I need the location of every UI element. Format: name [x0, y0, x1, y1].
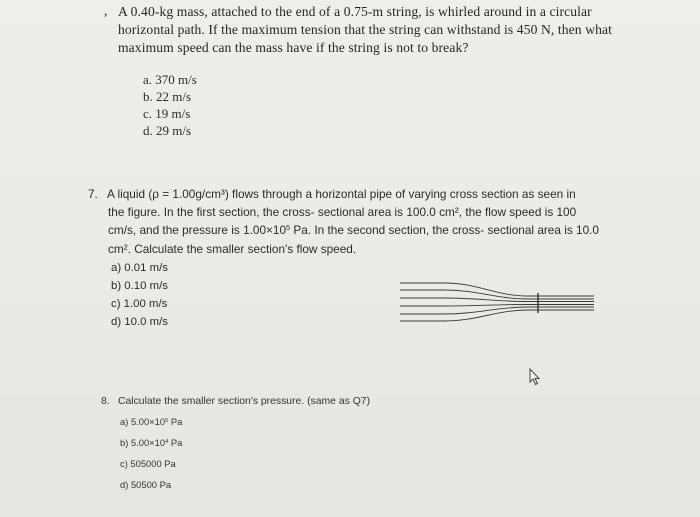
q6-option-c: c. 19 m/s: [143, 106, 191, 121]
mouse-pointer-icon: [528, 368, 542, 386]
q8-option-d: d) 50500 Pa: [120, 479, 172, 490]
q6-line-1: A 0.40-kg mass, attached to the end of a 0.75-m string, is whirled around in a circular: [118, 4, 592, 19]
q6-line-3: maximum speed can the mass have if the string is not to break?: [118, 40, 469, 55]
q7-option-b: b) 0.10 m/s: [111, 280, 168, 292]
q6-option-a: a. 370 m/s: [143, 72, 197, 87]
q7-line-1: A liquid (ρ = 1.00g/cm³) flows through a horizontal pipe of varying cross section as seen in: [107, 187, 576, 201]
q6-option-d: d. 29 m/s: [143, 123, 192, 138]
q6-bullet: ,: [104, 3, 108, 18]
q7-option-a: a) 0.01 m/s: [111, 262, 168, 274]
q8-number: 8.: [101, 396, 110, 407]
q7-line-2: the figure. In the first section, the cross- sectional area is 100.0 cm², the flow speed is 100: [108, 205, 577, 219]
q8-option-c: c) 505000 Pa: [120, 458, 176, 469]
q7-option-d: d) 10.0 m/s: [111, 316, 168, 328]
q8-option-b: b) $5.00\times 10^4$ Pa: [120, 437, 183, 448]
q7-line-4: cm². Calculate the smaller section's flow speed.: [108, 242, 357, 256]
q7-option-c: c) 1.00 m/s: [111, 298, 168, 310]
q7-line-3: cm/s, and the pressure is $1.00\times 10^5$ Pa. In the second section, the cross- sectional area is 10.0: [108, 222, 599, 237]
pipe-flow-diagram-icon: [400, 282, 594, 322]
q6-option-b: b. 22 m/s: [143, 89, 192, 104]
q6-line-2: horizontal path. If the maximum tension that the string can withstand is 450 N, then what: [118, 22, 613, 37]
q8-text: Calculate the smaller section's pressure. (same as Q7): [118, 396, 371, 407]
q8-option-a: a) $5.00\times 10^5$ Pa: [120, 416, 183, 427]
q7-number: 7.: [88, 187, 98, 201]
